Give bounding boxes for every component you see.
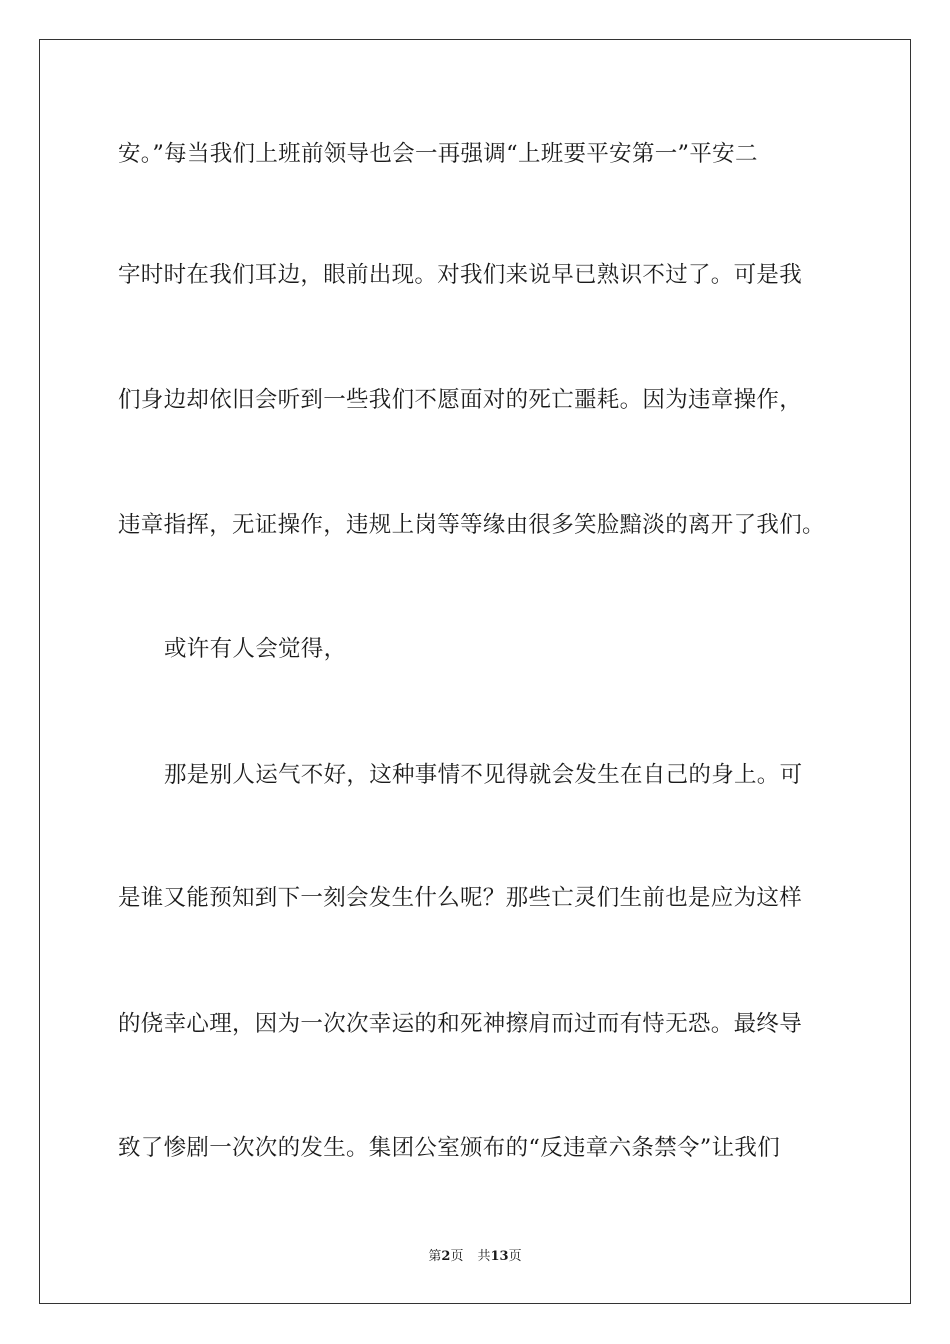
- body-line-3: 们身边却依旧会听到一些我们不愿面对的死亡噩耗。因为违章操作，: [118, 387, 803, 413]
- footer-total-prefix: 共: [477, 1249, 491, 1264]
- footer-total-pages: 13: [490, 1249, 509, 1264]
- body-line-8: 的侥幸心理，因为一次次幸运的和死神擦肩而过而有恃无恐。最终导: [118, 1011, 803, 1037]
- footer-page-number: 2: [441, 1249, 451, 1264]
- footer-total-suffix: 页: [508, 1249, 522, 1264]
- body-line-1: 安。”每当我们上班前领导也会一再强调“上班要平安第一”平安二: [118, 141, 758, 167]
- body-line-5: 或许有人会觉得，: [164, 636, 347, 662]
- page-footer: [0, 1248, 950, 1266]
- footer-page-prefix: 第: [428, 1249, 442, 1264]
- body-line-9: 致了惨剧一次次的发生。集团公室颁布的“反违章六条禁令”让我们: [118, 1135, 781, 1161]
- body-line-7: 是谁又能预知到下一刻会发生什么呢？那些亡灵们生前也是应为这样: [118, 885, 803, 911]
- body-line-6: 那是别人运气不好，这种事情不见得就会发生在自己的身上。可: [164, 762, 803, 788]
- page-border: [39, 39, 911, 1304]
- body-line-4: 违章指挥，无证操作，违规上岗等等缘由很多笑脸黯淡的离开了我们。: [118, 512, 825, 538]
- body-line-2: 字时时在我们耳边，眼前出现。对我们来说早已熟识不过了。可是我: [118, 262, 803, 288]
- footer-page-suffix: 页: [450, 1249, 464, 1264]
